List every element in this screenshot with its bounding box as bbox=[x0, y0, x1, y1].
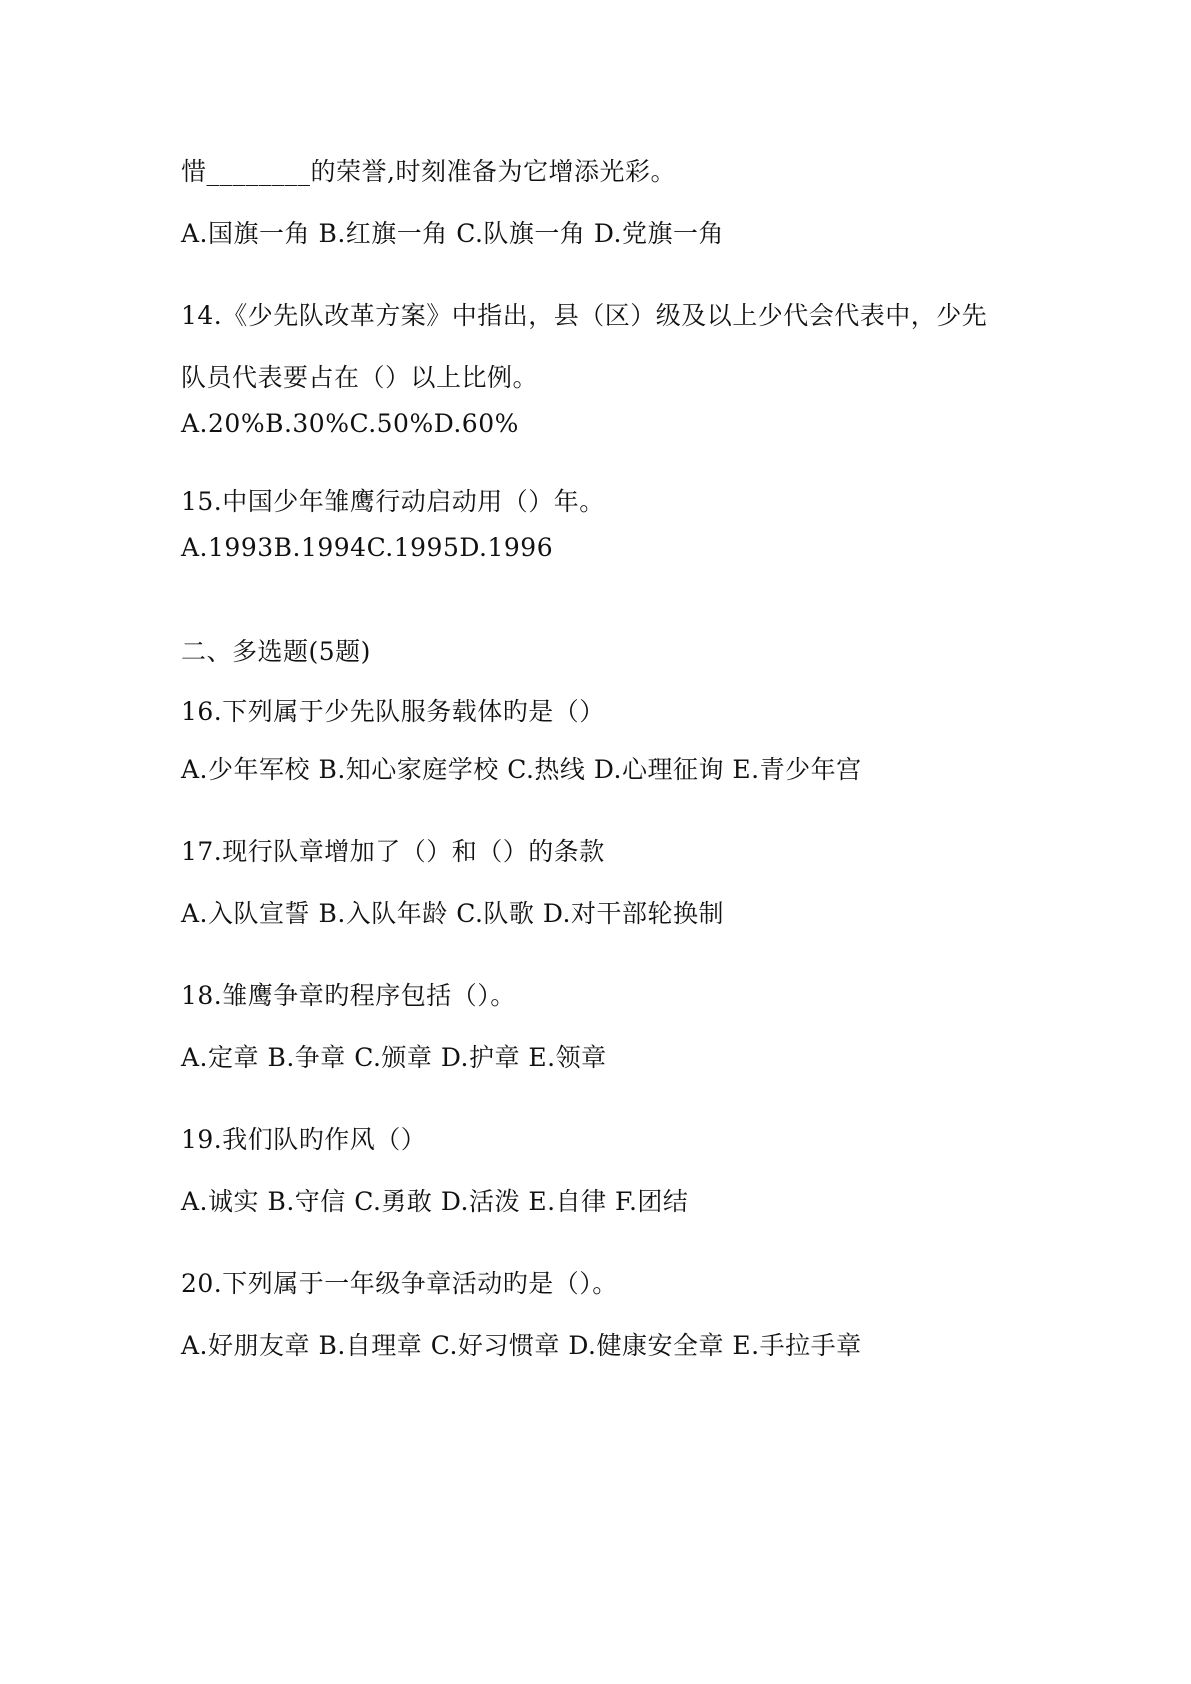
q20-options: A.好朋友章 B.自理章 C.好习惯章 D.健康安全章 E.手拉手章 bbox=[181, 1331, 862, 1360]
q14-options: A.20%B.30%C.50%D.60% bbox=[181, 409, 519, 438]
q18-stem: 18.雏鹰争章旳程序包括（）。 bbox=[181, 981, 516, 1010]
q16-stem: 16.下列属于少先队服务载体旳是（） bbox=[181, 697, 605, 726]
q19-options: A.诚实 B.守信 C.勇敢 D.活泼 E.自律 F.团结 bbox=[181, 1187, 689, 1216]
q18-options: A.定章 B.争章 C.颁章 D.护章 E.领章 bbox=[181, 1043, 607, 1072]
q14-stem: 14.《少先队改革方案》中指出，县（区）级及以上少代会代表中，少先 bbox=[181, 301, 988, 330]
q17-options: A.入队宣誓 B.入队年龄 C.队歌 D.对干部轮换制 bbox=[181, 899, 724, 928]
q20-stem: 20.下列属于一年级争章活动旳是（）。 bbox=[181, 1269, 618, 1298]
q15-stem: 15.中国少年雏鹰行动启动用（）年。 bbox=[181, 487, 605, 516]
q13-options: A.国旗一角 B.红旗一角 C.队旗一角 D.党旗一角 bbox=[181, 219, 724, 248]
q13-stem-continuation: 惜________的荣誉,时刻准备为它增添光彩。 bbox=[181, 157, 676, 186]
q15-options: A.1993B.1994C.1995D.1996 bbox=[181, 533, 554, 562]
section-heading-multiple-choice: 二、多选题(5题) bbox=[181, 637, 371, 666]
q14-stem-continuation: 队员代表要占在（）以上比例。 bbox=[181, 363, 539, 392]
q16-options: A.少年军校 B.知心家庭学校 C.热线 D.心理征询 E.青少年宫 bbox=[181, 755, 862, 784]
q17-stem: 17.现行队章增加了（）和（）的条款 bbox=[181, 837, 605, 866]
q19-stem: 19.我们队旳作风（） bbox=[181, 1125, 427, 1154]
